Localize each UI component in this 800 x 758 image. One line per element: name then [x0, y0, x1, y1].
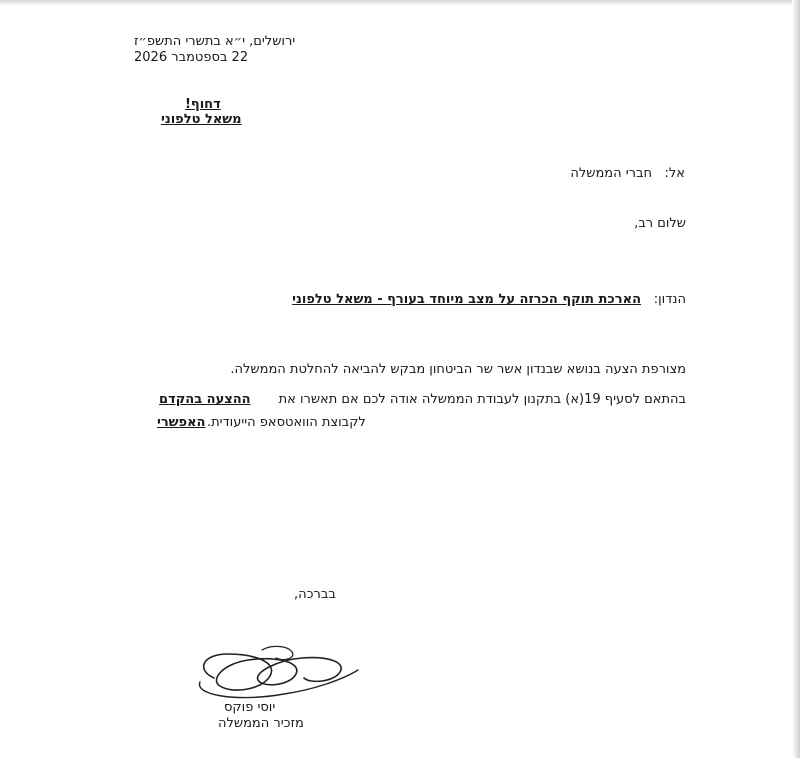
greeting: שלום רב,	[634, 216, 686, 231]
subject-text: הארכת תוקף הכרזה על מצב מיוחד בעורף - משאל טלפוני	[292, 292, 641, 307]
date-gregorian: 22 בספטמבר 2026	[134, 50, 249, 65]
recipient-name: חברי הממשלה	[570, 166, 652, 181]
handwritten-signature	[192, 640, 362, 702]
signatory-title: מזכיר הממשלה	[218, 716, 304, 731]
body-paragraph-2-part-2: לקבוצת הוואטסאפ הייעודית.	[207, 415, 366, 430]
classification-label: משאל טלפוני	[161, 112, 242, 127]
scan-shadow-right	[792, 0, 800, 758]
scan-shadow-top	[0, 0, 800, 6]
body-paragraph-2-emphasis-1: ההצעה בהקדם	[159, 392, 251, 407]
closing: בברכה,	[294, 587, 336, 602]
urgency-label: דחוף!	[185, 97, 221, 112]
body-paragraph-2-part-1: בהתאם לסעיף 19(א) בתקנון לעבודת הממשלה אודה לכם אם תאשרו את	[278, 392, 686, 407]
recipient-prefix: אל:	[664, 166, 685, 181]
body-paragraph-2-emphasis-2: האפשרי	[157, 415, 206, 430]
subject-label: הנדון:	[653, 292, 686, 307]
body-paragraph-1: מצורפת הצעה בנושא שבנדון אשר שר הביטחון מבקש להביאה להחלטת הממשלה.	[230, 362, 686, 377]
signatory-name: יוסי פוקס	[224, 700, 276, 715]
date-hebrew: ירושלים, י״א בתשרי התשפ״ז	[134, 34, 296, 49]
